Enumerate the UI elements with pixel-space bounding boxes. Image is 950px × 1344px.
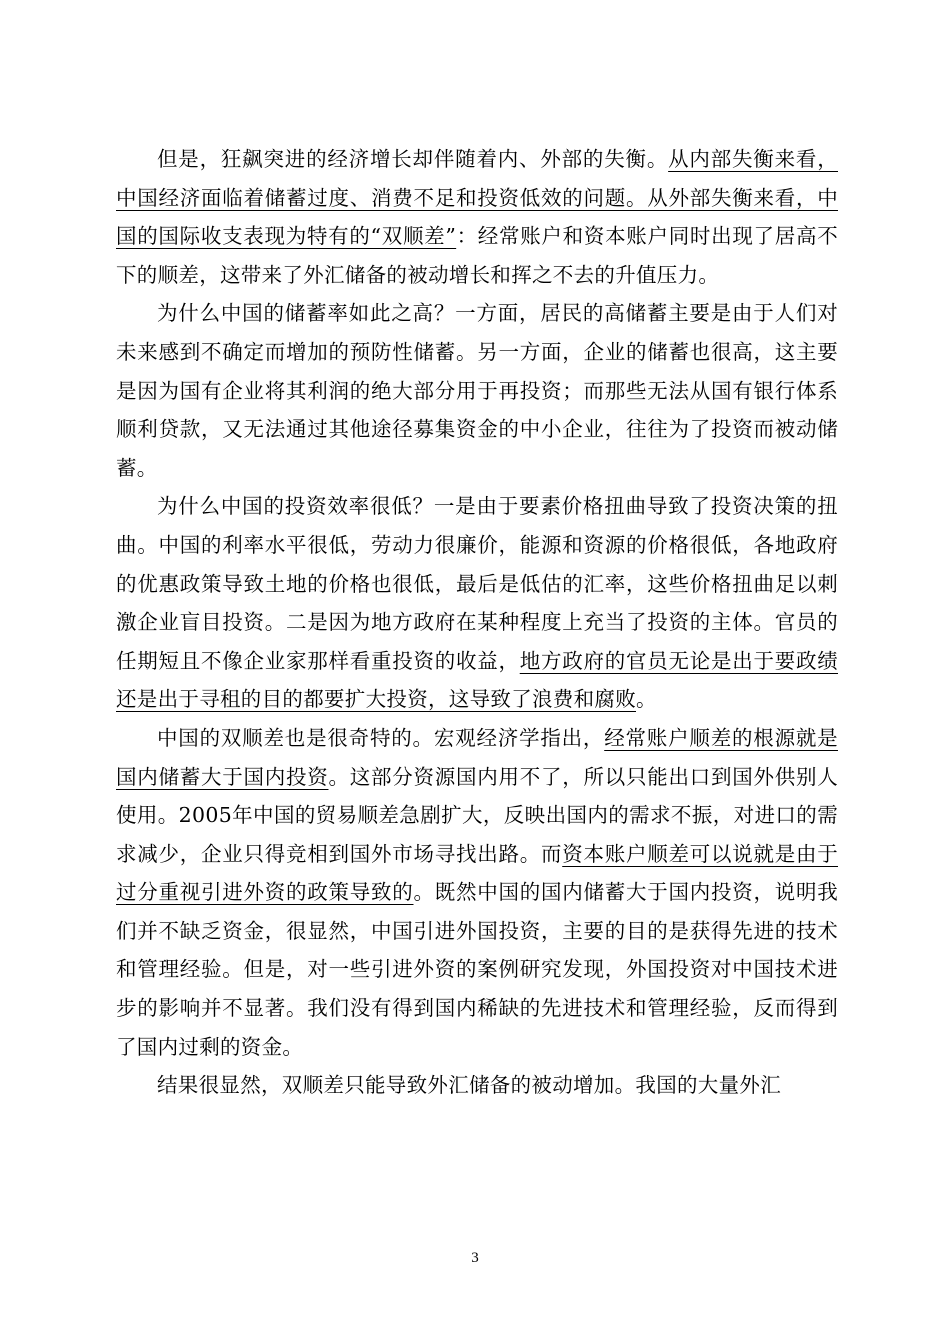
page-number: 3 (471, 1250, 479, 1266)
paragraph-twin-surplus (116, 719, 838, 1066)
paragraph-segment: 。既然中国的国内储蓄大于国内投资，说明我们并不缺乏资金，很显然，中国引进外国投资，主要的目的是获得先进的技术和管理经验。但是，对一些引进外资的案例研究发现，外国投资对中国技术进步的影响并不显著。我们没有得到国内稀缺的先进技术和管理经验，反而得到了国内过剩的资金。 (116, 880, 839, 1059)
paragraph-investment-efficiency (116, 487, 838, 719)
paragraph-imbalance (116, 140, 838, 294)
paragraph-segment: 。这部分资源国内用不了，所以只能出口到国外供别人使用。2005年中国的贸易顺差急剧扩大，反映出国内的需求不振，对进口的需求减少，企业只得竞相到国外市场寻找出路。而 (116, 764, 838, 866)
paragraph-segment: 为什么中国的储蓄率如此之高？一方面，居民的高储蓄主要是由于人们对未来感到不确定而增加的预防性储蓄。另一方面，企业的储蓄也很高，这主要是因为国有企业将其利润的绝大部分用于再投资；而那些无法从国有银行体系顺利贷款，又无法通过其他途径募集资金的中小企业，往往为了投资而被动储蓄。 (116, 301, 838, 480)
body-text (116, 140, 838, 1105)
underlined-segment: 经常账户顺差的根源就是国内储蓄大于国内投资 (116, 725, 838, 789)
paragraph-savings-rate (116, 294, 838, 487)
underlined-segment: 地方政府的官员无论是出于要政绩还是出于寻租的目的都要扩大投资，这导致了浪费和腐败 (116, 648, 838, 712)
underlined-segment: 从内部失衡来看，中国经济面临着储蓄过度、消费不足和投资低效的问题。从外部失衡来看，中国的国际收支表现为特有的“双顺差” (116, 147, 838, 249)
paragraph-segment: 中国的双顺差也是很奇特的。宏观经济学指出， (157, 725, 605, 750)
underlined-segment: 资本账户顺差可以说就是由于过分重视引进外资的政策导致的 (116, 841, 838, 905)
paragraph-segment: 但是，狂飙突进的经济增长却伴随着内、外部的失衡。 (157, 147, 669, 171)
paragraph-segment: 。 (636, 687, 657, 712)
paragraph-conclusion (116, 1066, 838, 1105)
paragraph-segment: ：经常账户和资本账户同时出现了居高不下的顺差，这带来了外汇储备的被动增长和挥之不去的升值压力。 (116, 224, 838, 287)
paragraph-segment: 为什么中国的投资效率很低？一是由于要素价格扭曲导致了投资决策的扭曲。中国的利率水平很低，劳动力很廉价，能源和资源的价格很低，各地政府的优惠政策导致土地的价格也很低，最后是低估的汇率，这些价格扭曲足以刺激企业盲目投资。二是因为地方政府在某种程度上充当了投资的主体。官员的任期短且不像企业家那样看重投资的收益， (116, 494, 838, 673)
paragraph-segment: 结果很显然，双顺差只能导致外汇储备的被动增加。我国的大量外汇 (157, 1073, 781, 1098)
